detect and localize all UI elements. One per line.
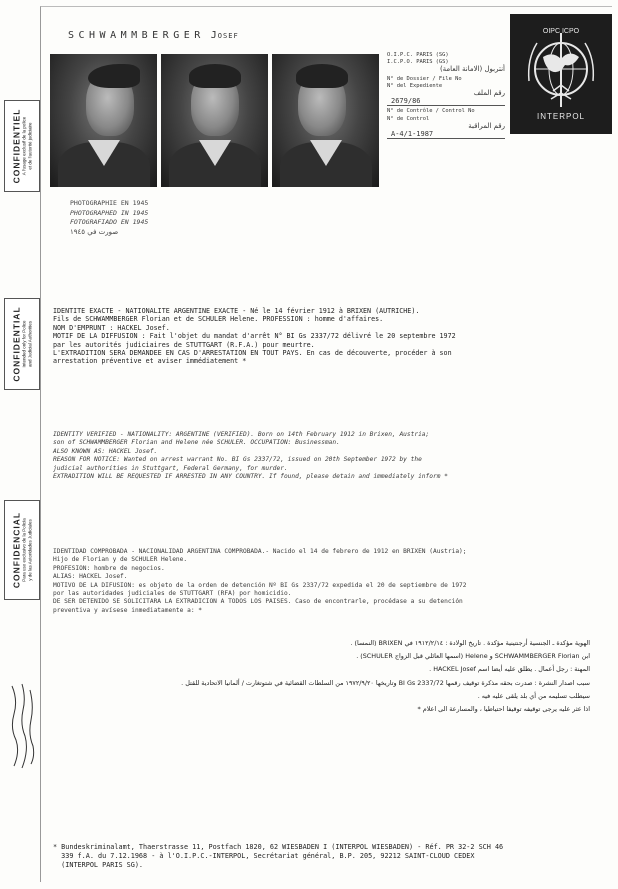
logo-bottom-text: INTERPOL [536,112,586,121]
logo-top-text: OIPC ICPO [542,28,580,35]
subject-name [68,30,239,41]
side-label-es-title: CONFIDENCIAL [11,511,22,589]
surname: SCHWAMMBERGER [68,30,205,41]
photo-caption [70,199,148,237]
side-label-es-sub2: y de las Autoridades Judiciales [27,519,32,581]
notice-text-fr: IDENTITE EXACTE - NATIONALITE ARGENTINE EXACTE - Né le 14 février 1912 à BRIXEN (AUTRICHE). Fils de SCHWAMMBERGER Florian et de SCHULER Helene. PROFESSION : homme d'affaires. NOM D'EMPRUNT : HACKEL Josef. MOTIF DE LA DIFFUSION : Fait l'objet du mandat d'arrêt N° BI Gs 2337/72 délivré le 20 septembre 1972 par les autorités judiciaires de STUTTGART (R.F.A.) pour meurtre. L'EXTRADITION SERA DEMANDEE EN CAS D'ARRESTATION EN TOUT PAYS. En cas de découverte, procéder à son arrestation préventive et aviser immédiatement * [53,307,456,366]
photo-caption-en: PHOTOGRAPHED IN 1945 [70,208,149,217]
notice-text-ar [60,637,590,716]
file-label-es: N° del Expediente [387,82,443,89]
side-label-fr-sub2: et de l'autorité judiciaire [27,122,32,170]
notice-text-ar-line: المهنة : رجل أعمال . يطلق عليه أيضا اسم HACKEL Josef . [429,665,590,674]
control-label-ar: رقم المراقبة [468,121,505,130]
given-name: Josef [210,30,239,41]
side-label-fr [4,100,40,192]
ipc-line2: I.C.P.O. PARIS (GS) [387,59,449,66]
arabic-side-stamp [6,680,38,770]
file-label-ar: رقم الملف [473,89,505,98]
side-label-es-sub1: Para uso exclusivo de la Policía [21,518,27,582]
side-label-es [4,500,40,600]
notice-text-ar-line: اذا عثر عليه يرجى توقيفه توقيفا احتياطيا ، والمسارعة الى اعلام * [417,705,590,714]
notice-text-ar-line: الهوية مؤكدة ـ الجنسية أرجنتينية مؤكدة . تاريخ الولادة : ١٩١٢/٢/١٤ في BRIXEN (النمسا) . [350,639,590,647]
photo-caption-fr: PHOTOGRAPHIE EN 1945 [70,199,149,207]
photo-strip [50,54,379,187]
ipc-line1: O.I.P.C. PARIS (SG) [387,52,449,58]
ipc-line3-ar: أنتربول (الامانة العامة) [439,65,505,74]
side-label-fr-title: CONFIDENTIEL [11,108,22,184]
interpol-emblem-icon [513,19,609,129]
side-label-en-sub1: Intended only for Police [21,320,27,368]
control-label-fr: N° de Contrôle / Control No [387,108,475,115]
interpol-logo [510,14,612,134]
notice-text-ar-line: سيطلب تسليمه من أي بلد يلقى عليه فيه . [477,691,590,700]
notice-text-es: IDENTIDAD COMPROBADA - NACIONALIDAD ARGENTINA COMPROBADA.- Nacido el 14 de febrero de 1912 en BRIXEN (Austria); Hijo de Florian y de SCHULER Helene. PROFESION: hombre de negocios. ALIAS: HACKEL Josef. MOTIVO DE LA DIFUSION: es objeto de la orden de detención Nº BI Gs 2337/72 expedida el 20 de septiembre de 1972 por las autoridades judiciales de STUTTGART (RFA) por homicidio. DE SER DETENIDO SE SOLICITARA LA EXTRADICION A TODOS LOS PAISES. Caso de encontrarle, procédase a su detención preventiva y avísese inmediatamente a: * [53,548,467,614]
footer-reference: * Bundeskriminalamt, Thaerstrasse 11, Postfach 1820, 62 WIESBADEN I (INTERPOL WIESBADEN) - Réf. PR 32-2 SCH 46 339 f.A. du 7.12.1968 - à l'O.I.P.C.-INTERPOL, Secrétariat général, B.P. 205, 92212 SAINT-CLOUD CEDEX (INTERPOL PARIS SG). [53,843,504,869]
notice-text-ar-line: ابن SCHWAMMBERGER Florian و Helene (اسمها العائلي قبل الزواج SCHULER) . [356,652,590,661]
photo-three-quarter [272,54,379,187]
side-label-en-sub2: and Judicial Authorities [27,320,32,368]
side-label-fr-sub1: A l'usage exclusif de la police [21,116,27,176]
control-number: A-4/1-1987 [387,131,505,139]
notice-text-en: IDENTITY VERIFIED - NATIONALITY: ARGENTINE (VERIFIED). Born on 14th February 1912 in Brixen, Austria; son of SCHWAMMBERGER Florian and Helene née SCHULER. OCCUPATION: Businessman. ALSO KNOWN AS: HACKEL Josef. REASON FOR NOTICE: Wanted on arrest warrant No. BI Gs 2337/72, issued on 20th September 1972 by the judicial authorities in Stuttgart, Federal Germany, for murder. EXTRADITION WILL BE REQUESTED IF ARRESTED IN ANY COUNTRY. If found, please detain and immediately inform * [53,431,448,481]
side-label-en [4,298,40,390]
notice-text-ar-line: سبب اصدار النشرة : صدرت بحقه مذكرة توقيف رقمها BI Gs 2337/72 وتاريخها ١٩٧٢/٩/٢٠ من السلطات القضائية في شتوتغارت / ألمانيا الاتحادية للقتل . [181,678,590,687]
control-label-es: N° de Control [387,115,430,122]
file-number: 2679/86 [387,98,505,106]
photo-caption-es: FOTOGRAFIADO EN 1945 [70,218,149,226]
photo-profile [50,54,157,187]
file-label-fr: N° de Dossier / File No [387,75,462,82]
file-reference-block [387,52,505,141]
side-label-en-title: CONFIDENTIAL [11,306,22,382]
photo-front [161,54,268,187]
photo-caption-ar: صورت في ١٩٤٥ [70,227,119,236]
